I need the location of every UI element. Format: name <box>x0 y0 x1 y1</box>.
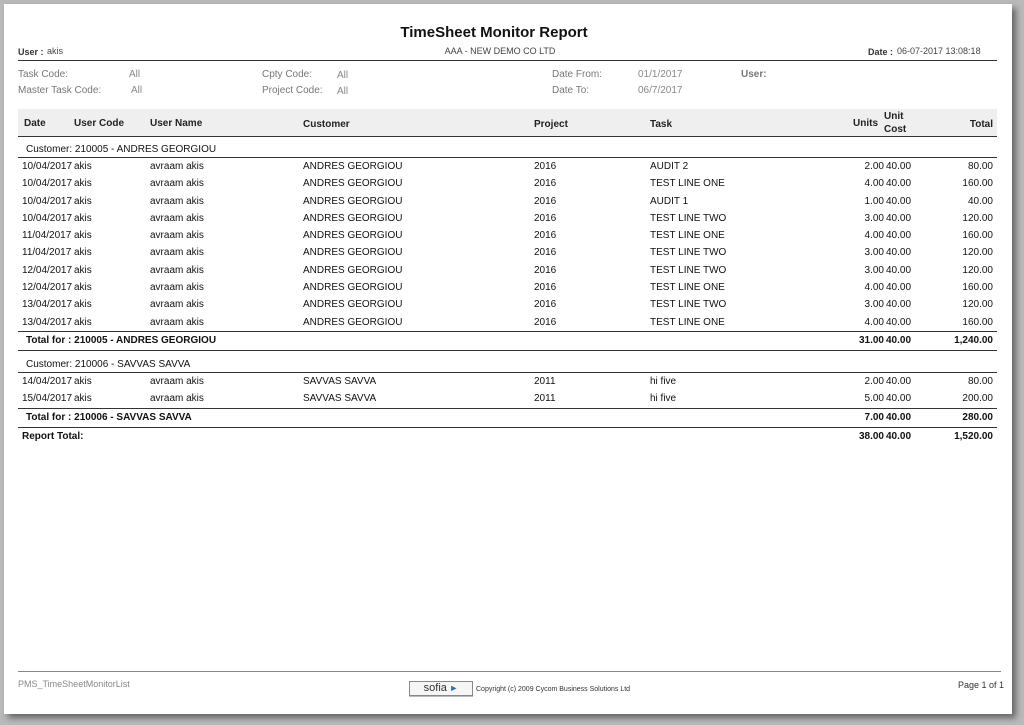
user-filter-label: User: <box>741 69 767 80</box>
cell-user-code: akis <box>74 247 92 259</box>
cell-total: 160.00 <box>962 282 993 294</box>
logo-text: sofia <box>423 682 447 694</box>
table-row <box>18 210 997 227</box>
cell-total: 160.00 <box>962 316 993 328</box>
cell-project: 2016 <box>534 247 557 259</box>
group-total-units: 7.00 <box>864 411 884 423</box>
cell-user-name: avraam akis <box>150 247 204 259</box>
cell-user-name: avraam akis <box>150 299 204 311</box>
group-header-text: Customer: 210006 - SAVVAS SAVVA <box>26 358 191 370</box>
user-label: User : <box>18 47 44 57</box>
cell-project: 2016 <box>534 299 557 311</box>
cell-unit-cost: 40.00 <box>886 161 912 172</box>
table-row <box>18 262 997 279</box>
group-total-unit-cost: 40.00 <box>886 411 912 423</box>
cell-user-code: akis <box>74 282 92 294</box>
cell-total: 80.00 <box>967 161 993 172</box>
group-total-row <box>18 408 997 428</box>
cell-user-code: akis <box>74 161 92 172</box>
col-units: Units <box>853 118 878 129</box>
cell-project: 2016 <box>534 212 557 224</box>
cell-total: 160.00 <box>962 178 993 190</box>
cell-user-name: avraam akis <box>150 161 204 172</box>
cell-project: 2016 <box>534 230 557 242</box>
group-total-total: 1,240.00 <box>954 334 993 346</box>
cell-user-code: akis <box>74 178 92 190</box>
table-row <box>18 158 997 175</box>
cell-project: 2016 <box>534 264 557 276</box>
group-total-units: 31.00 <box>858 334 884 346</box>
cell-user-code: akis <box>74 393 92 405</box>
group-header <box>18 136 997 158</box>
cell-project: 2016 <box>534 195 557 207</box>
col-date: Date <box>24 118 46 129</box>
cell-total: 120.00 <box>962 212 993 224</box>
master-task-label: Master Task Code: <box>18 85 102 96</box>
master-task-value: All <box>131 85 143 96</box>
company-name: AAA - NEW DEMO CO LTD <box>444 46 556 56</box>
cell-customer: ANDRES GEORGIOU <box>303 299 403 311</box>
group-total-row <box>18 331 997 351</box>
cell-date: 11/04/2017 <box>22 230 72 242</box>
page-number: Page 1 of 1 <box>957 680 1004 690</box>
report-total-label: Report Total: <box>22 430 84 442</box>
task-code-value: All <box>129 69 141 80</box>
cell-user-code: akis <box>74 264 92 276</box>
sofia-logo <box>409 681 473 696</box>
report-total-total: 1,520.00 <box>954 430 993 442</box>
cell-user-name: avraam akis <box>150 178 204 190</box>
table-row <box>18 227 997 244</box>
cell-units: 3.00 <box>864 264 884 276</box>
cell-project: 2016 <box>534 161 557 172</box>
table-row <box>18 314 997 331</box>
report-total-unit-cost: 40.00 <box>886 430 912 442</box>
cell-task: hi five <box>650 393 677 405</box>
cell-units: 2.00 <box>864 375 884 387</box>
project-code-value: All <box>337 86 349 97</box>
cell-total: 120.00 <box>962 299 993 311</box>
cell-task: TEST LINE TWO <box>650 264 727 276</box>
date-label: Date : <box>868 47 894 57</box>
cell-user-name: avraam akis <box>150 282 204 294</box>
cell-user-code: akis <box>74 316 92 328</box>
report-title: TimeSheet Monitor Report <box>400 24 588 41</box>
copyright: Copyright (c) 2009 Cycom Business Solutions Ltd <box>476 686 631 693</box>
cell-units: 4.00 <box>864 316 884 328</box>
cell-task: TEST LINE ONE <box>650 316 725 328</box>
report-total-units: 38.00 <box>858 430 884 442</box>
report-name: PMS_TimeSheetMonitorList <box>18 679 130 689</box>
cell-project: 2011 <box>534 393 556 405</box>
cell-customer: ANDRES GEORGIOU <box>303 247 403 259</box>
cell-date: 13/04/2017 <box>22 316 73 328</box>
cell-date: 10/04/2017 <box>22 178 73 190</box>
task-code-label: Task Code: <box>18 69 69 80</box>
cell-date: 11/04/2017 <box>22 247 72 259</box>
cell-unit-cost: 40.00 <box>886 375 912 387</box>
cell-date: 10/04/2017 <box>22 161 73 172</box>
cell-customer: ANDRES GEORGIOU <box>303 212 403 224</box>
cell-customer: ANDRES GEORGIOU <box>303 264 403 276</box>
cell-customer: ANDRES GEORGIOU <box>303 178 403 190</box>
cell-units: 4.00 <box>864 178 884 190</box>
cell-customer: ANDRES GEORGIOU <box>303 161 403 172</box>
cell-total: 40.00 <box>967 195 993 207</box>
report-total-row <box>18 428 997 444</box>
cell-units: 1.00 <box>864 195 884 207</box>
cell-task: AUDIT 2 <box>650 161 689 172</box>
report-table <box>18 136 997 444</box>
cell-date: 12/04/2017 <box>22 264 73 276</box>
cell-user-name: avraam akis <box>150 393 204 405</box>
cell-date: 15/04/2017 <box>22 393 73 405</box>
cell-user-name: avraam akis <box>150 316 204 328</box>
cell-project: 2011 <box>534 375 556 387</box>
table-row <box>18 373 997 390</box>
cell-task: TEST LINE TWO <box>650 212 727 224</box>
group-total-total: 280.00 <box>962 411 993 423</box>
cell-units: 4.00 <box>864 230 884 242</box>
logo-arrow-icon: ► <box>446 683 459 693</box>
cell-date: 12/04/2017 <box>22 282 73 294</box>
cell-user-name: avraam akis <box>150 264 204 276</box>
group-header <box>18 351 997 373</box>
cell-task: TEST LINE TWO <box>650 299 727 311</box>
cell-user-name: avraam akis <box>150 230 204 242</box>
cell-date: 13/04/2017 <box>22 299 73 311</box>
cell-customer: ANDRES GEORGIOU <box>303 282 403 294</box>
cell-user-code: akis <box>74 375 92 387</box>
date-to-value: 06/7/2017 <box>638 85 683 96</box>
cpty-code-value: All <box>337 70 349 81</box>
group-header-text: Customer: 210005 - ANDRES GEORGIOU <box>26 144 217 155</box>
project-code-label: Project Code: <box>262 85 323 96</box>
cell-unit-cost: 40.00 <box>886 230 912 242</box>
cell-task: TEST LINE TWO <box>650 247 727 259</box>
cell-total: 80.00 <box>967 375 993 387</box>
cell-task: TEST LINE ONE <box>650 178 725 190</box>
cell-units: 3.00 <box>864 299 884 311</box>
cell-date: 10/04/2017 <box>22 195 73 207</box>
cell-units: 3.00 <box>864 212 884 224</box>
cell-unit-cost: 40.00 <box>886 178 912 190</box>
cell-project: 2016 <box>534 282 557 294</box>
col-unit-cost-line2: Cost <box>884 124 907 135</box>
cell-units: 5.00 <box>864 393 884 405</box>
table-row <box>18 193 997 210</box>
cell-user-code: akis <box>74 195 92 207</box>
cell-user-code: akis <box>74 230 92 242</box>
cell-total: 120.00 <box>962 264 993 276</box>
cell-customer: SAVVAS SAVVA <box>303 375 377 387</box>
cell-project: 2016 <box>534 316 557 328</box>
cell-unit-cost: 40.00 <box>886 247 912 259</box>
cell-unit-cost: 40.00 <box>886 264 912 276</box>
cell-user-code: akis <box>74 212 92 224</box>
col-unit-cost-line1: Unit <box>884 111 904 122</box>
cell-total: 200.00 <box>962 393 993 405</box>
cell-customer: ANDRES GEORGIOU <box>303 230 403 242</box>
cell-date: 10/04/2017 <box>22 212 73 224</box>
cell-user-name: avraam akis <box>150 212 204 224</box>
cell-user-code: akis <box>74 299 92 311</box>
cell-user-name: avraam akis <box>150 195 204 207</box>
cell-task: hi five <box>650 375 677 387</box>
cell-unit-cost: 40.00 <box>886 195 912 207</box>
group-total-label: Total for : 210006 - SAVVAS SAVVA <box>26 411 192 423</box>
report-page <box>4 4 1012 714</box>
date-value: 06-07-2017 13:08:18 <box>897 46 981 56</box>
cell-unit-cost: 40.00 <box>886 212 912 224</box>
cell-user-name: avraam akis <box>150 375 204 387</box>
cell-units: 4.00 <box>864 282 884 294</box>
cell-total: 120.00 <box>962 247 993 259</box>
cell-unit-cost: 40.00 <box>886 316 912 328</box>
col-project: Project <box>534 119 568 130</box>
group-total-label: Total for : 210005 - ANDRES GEORGIOU <box>26 334 217 346</box>
cell-unit-cost: 40.00 <box>886 299 912 311</box>
cell-project: 2016 <box>534 178 557 190</box>
cell-customer: ANDRES GEORGIOU <box>303 195 403 207</box>
cell-customer: ANDRES GEORGIOU <box>303 316 403 328</box>
col-task: Task <box>650 119 673 130</box>
col-total: Total <box>969 119 993 130</box>
cell-task: TEST LINE ONE <box>650 230 725 242</box>
cell-total: 160.00 <box>962 230 993 242</box>
col-customer: Customer <box>303 119 350 130</box>
cell-units: 2.00 <box>864 161 884 172</box>
table-row <box>18 279 997 296</box>
date-from-label: Date From: <box>552 69 603 80</box>
cell-customer: SAVVAS SAVVA <box>303 393 377 405</box>
group-total-unit-cost: 40.00 <box>886 334 912 346</box>
date-from-value: 01/1/2017 <box>638 69 683 80</box>
table-row <box>18 296 997 313</box>
cell-task: AUDIT 1 <box>650 195 689 207</box>
cell-unit-cost: 40.00 <box>886 393 912 405</box>
column-header-row <box>18 109 997 137</box>
col-user-code: User Code <box>74 118 125 129</box>
date-to-label: Date To: <box>552 85 590 96</box>
table-row <box>18 390 997 407</box>
cell-date: 14/04/2017 <box>22 375 73 387</box>
cell-units: 3.00 <box>864 247 884 259</box>
col-user-name: User Name <box>150 118 203 129</box>
cell-task: TEST LINE ONE <box>650 282 725 294</box>
cpty-code-label: Cpty Code: <box>262 69 313 80</box>
table-row <box>18 175 997 192</box>
user-value: akis <box>47 46 64 56</box>
table-row <box>18 244 997 261</box>
cell-unit-cost: 40.00 <box>886 282 912 294</box>
